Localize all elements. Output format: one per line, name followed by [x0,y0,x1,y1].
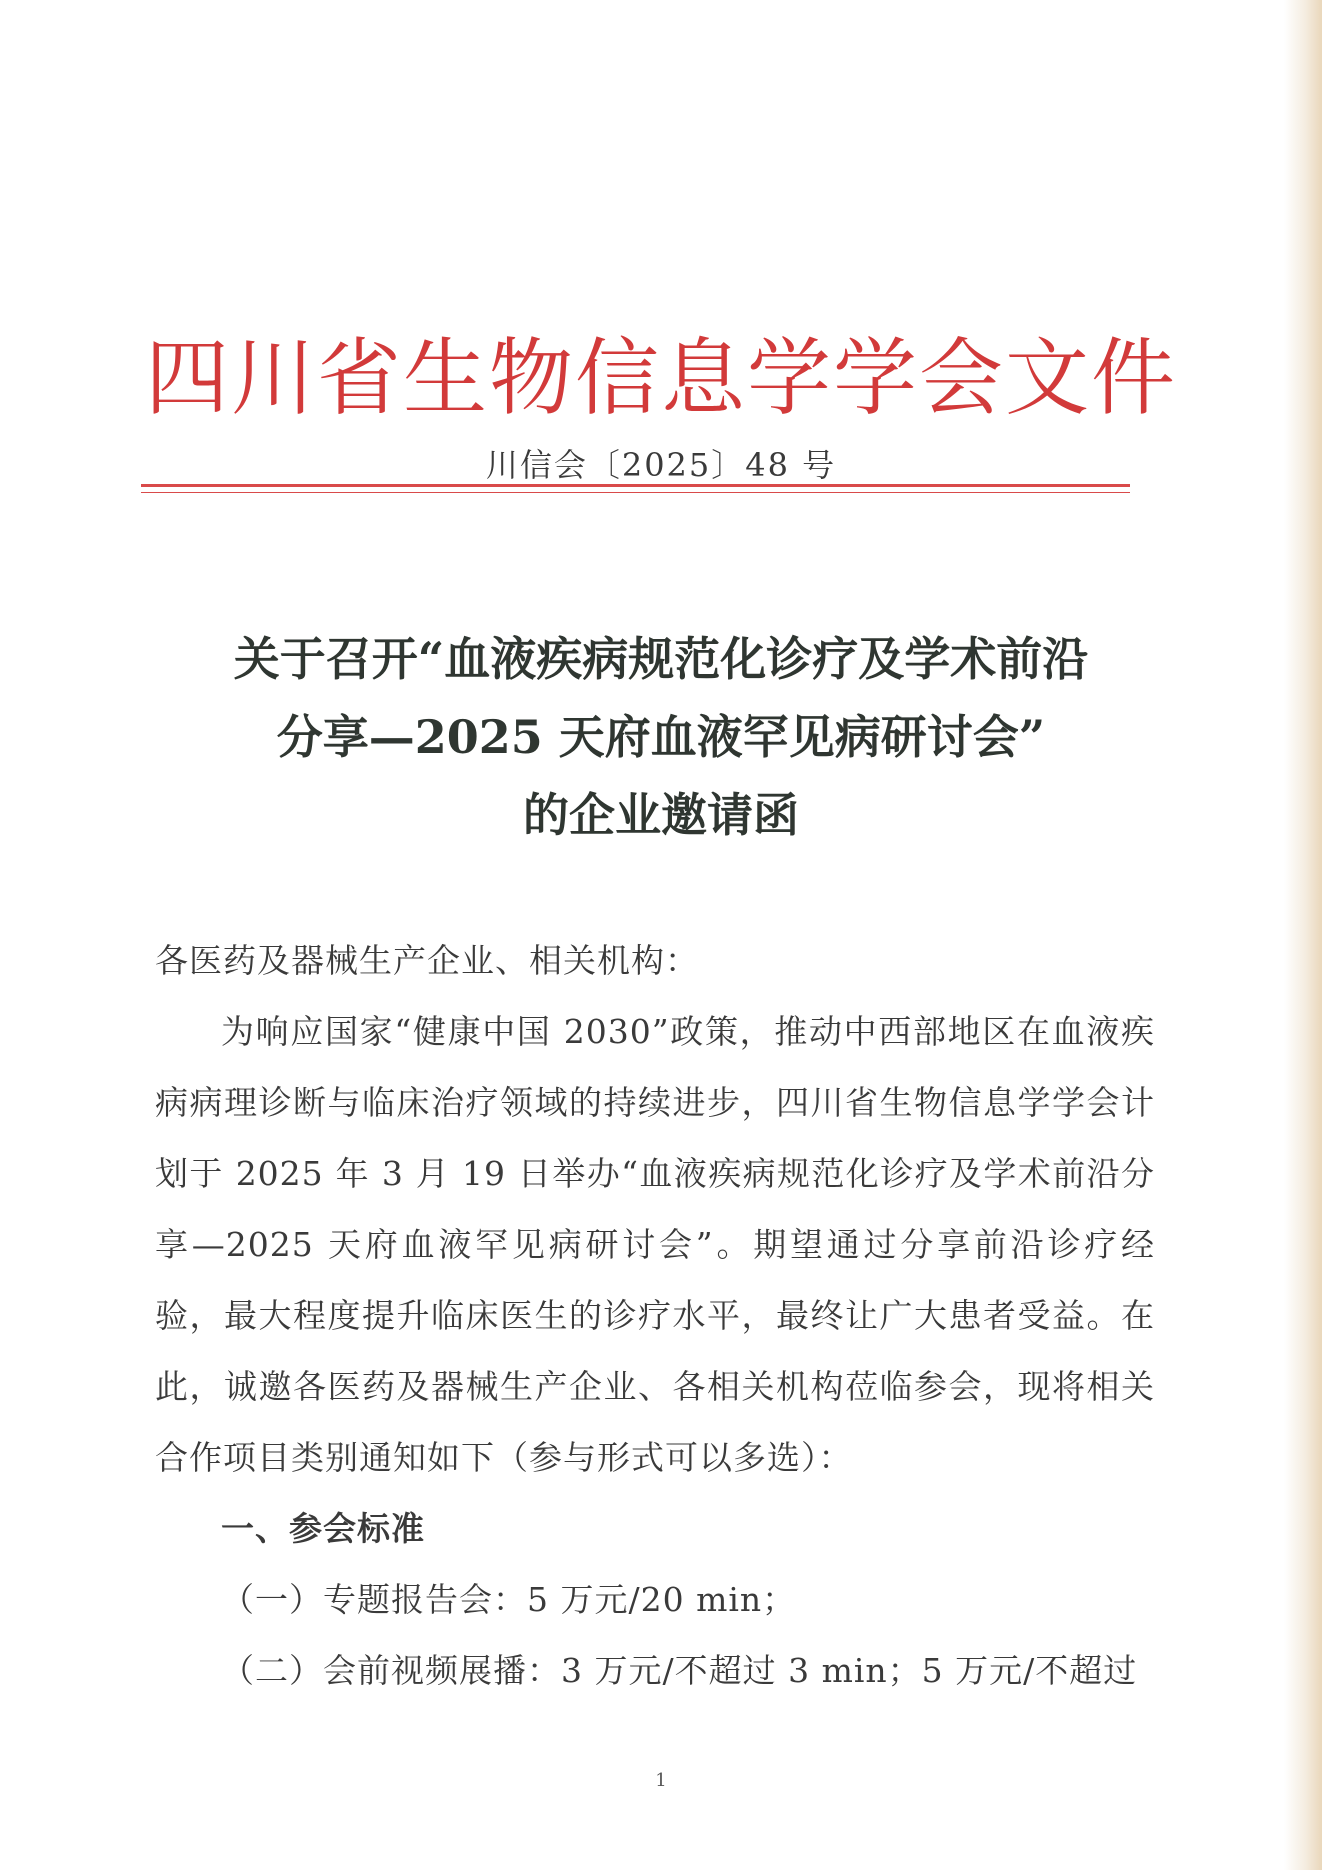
org-header-title: 四川省生物信息学学会文件 [144,329,1177,427]
document-number: 川信会〔2025〕48 号 [485,446,837,484]
header-rule-thin [141,492,1130,493]
scan-edge-shadow [1284,0,1322,1870]
item-video-broadcast: （二）会前视频展播：3 万元/不超过 3 min；5 万元/不超过 [221,1651,1138,1690]
section-heading-participation-standard: 一、参会标准 [221,1509,425,1548]
document-title [0,620,1322,854]
item-special-report: （一）专题报告会：5 万元/20 min； [221,1580,797,1619]
header-rule-thick [141,484,1130,487]
title-line-1: 关于召开“血液疾病规范化诊疗及学术前沿 [233,632,1089,686]
title-line-2: 分享—2025 天府血液罕见病研讨会” [276,710,1046,764]
document-body [155,925,1155,1706]
intro-paragraph: 为响应国家“健康中国 2030”政策，推动中西部地区在血液疾病病理诊断与临床治疗领域的持续进步，四川省生物信息学学会计划于 2025 年 3 月 19 日举办“血液疾病规范化诊疗及学术前沿分享—2025 天府血液罕见病研讨会”。期望通过分享前沿诊疗经验，最大程度提升临床医生的诊疗水平，最终让广大患者受益。在此，诚邀各医药及器械生产企业、各相关机构莅临参会，现将相关合作项目类别通知如下（参与形式可以多选）： [155,1012,1155,1477]
salutation: 各医药及器械生产企业、相关机构： [155,941,699,980]
page-number: 1 [655,1770,667,1791]
title-line-3: 的企业邀请函 [523,788,799,842]
